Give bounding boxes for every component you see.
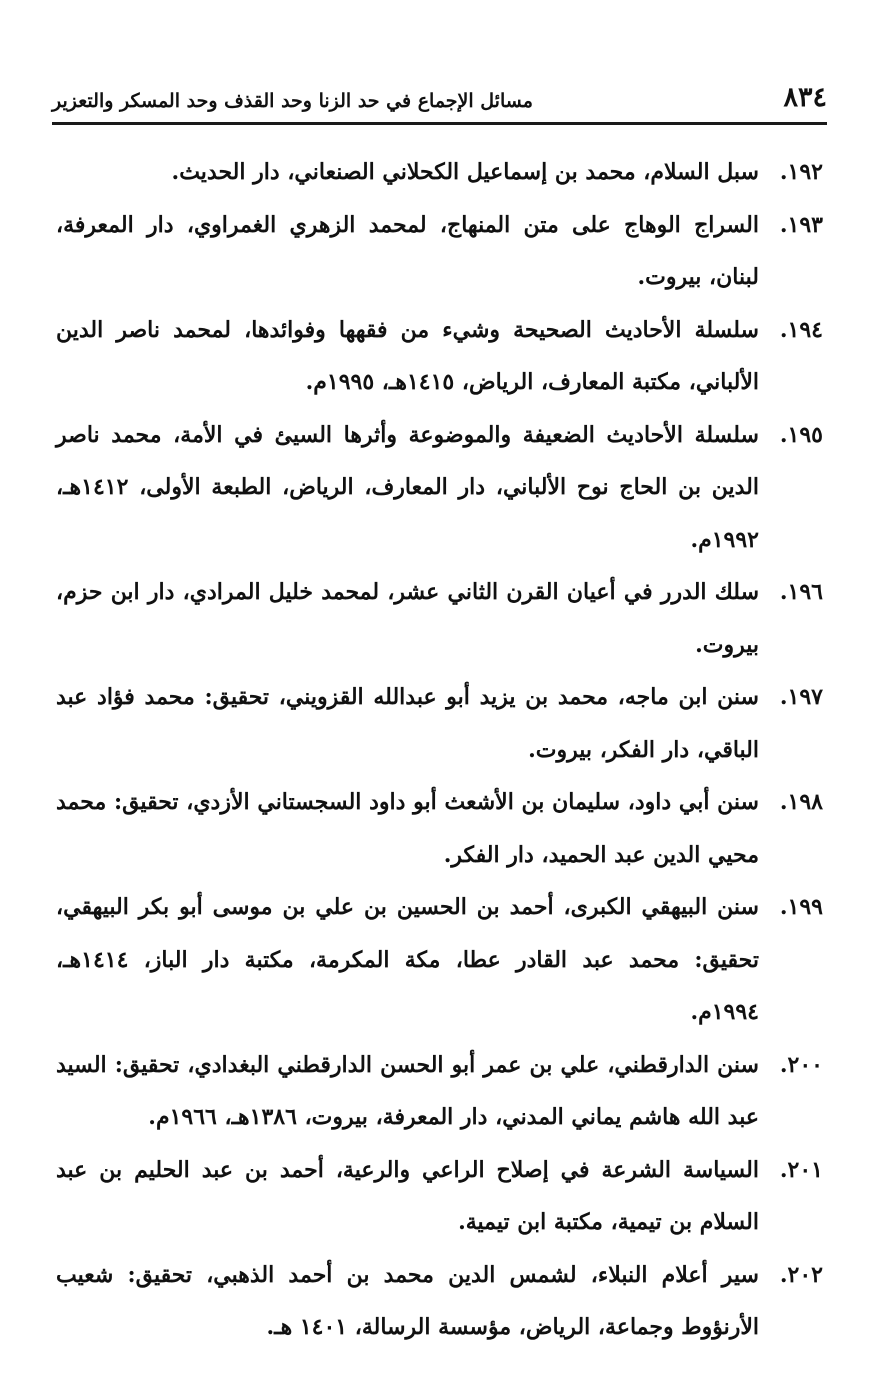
bibliography-entry bbox=[56, 304, 823, 409]
entry-number: ٢٠١. bbox=[779, 1156, 823, 1183]
running-title: مسائل الإجماع في حد الزنا وحد القذف وحد المسكر والتعزير bbox=[52, 90, 533, 112]
entry-text: السياسة الشرعة في إصلاح الراعي والرعية، أحمد بن عبد الحليم بن عبد السلام بن تيمية، مكتبة ابن تيمية. bbox=[56, 1156, 759, 1235]
bibliography-entry bbox=[56, 1039, 823, 1144]
bibliography-entry bbox=[56, 881, 823, 1039]
entry-text: سنن البيهقي الكبرى، أحمد بن الحسين بن علي بن موسى أبو بكر البيهقي، تحقيق: محمد عبد القادر عطا، مكة المكرمة، مكتبة دار الباز، ١٤١٤هـ، ١٩٩٤م. bbox=[56, 894, 759, 1025]
entry-number: ١٩٤. bbox=[779, 316, 823, 343]
entry-number: ١٩٢. bbox=[779, 159, 823, 185]
page-header bbox=[52, 78, 827, 124]
bibliography-entry bbox=[56, 1249, 823, 1354]
header-divider bbox=[52, 122, 827, 125]
bibliography-entry bbox=[56, 409, 823, 567]
entry-text: سنن ابن ماجه، محمد بن يزيد أبو عبدالله القزويني، تحقيق: محمد فؤاد عبد الباقي، دار الفكر، بيروت. bbox=[56, 684, 759, 763]
bibliography-entry bbox=[56, 146, 823, 199]
entry-text: السراج الوهاج على متن المنهاج، لمحمد الزهري الغمراوي، دار المعرفة، لبنان، بيروت. bbox=[56, 211, 759, 290]
entry-text: سير أعلام النبلاء، لشمس الدين محمد بن أحمد الذهبي، تحقيق: شعيب الأرنؤوط وجماعة، الرياض، مؤسسة الرسالة، ١٤٠١ هـ. bbox=[56, 1261, 759, 1340]
bibliography-entry bbox=[56, 199, 823, 304]
bibliography-entry bbox=[56, 776, 823, 881]
bibliography-entry bbox=[56, 1144, 823, 1249]
entry-number: ٢٠٠. bbox=[779, 1051, 823, 1078]
entry-text: سلسلة الأحاديث الصحيحة وشيء من فقهها وفوائدها، لمحمد ناصر الدين الألباني، مكتبة المعارف، الرياض، ١٤١٥هـ، ١٩٩٥م. bbox=[56, 316, 759, 395]
entry-text: سنن الدارقطني، علي بن عمر أبو الحسن الدارقطني البغدادي، تحقيق: السيد عبد الله هاشم يماني المدني، دار المعرفة، بيروت، ١٣٨٦هـ، ١٩٦٦م. bbox=[56, 1051, 759, 1130]
entry-text: سلسلة الأحاديث الضعيفة والموضوعة وأثرها السيئ في الأمة، محمد ناصر الدين بن الحاج نوح الألباني، دار المعارف، الرياض، الطبعة الأولى، ١٤١٢هـ، ١٩٩٢م. bbox=[56, 421, 759, 553]
bibliography-list bbox=[56, 146, 823, 1354]
entry-number: ١٩٩. bbox=[779, 894, 823, 920]
entry-text: سلك الدرر في أعيان القرن الثاني عشر، لمحمد خليل المرادي، دار ابن حزم، بيروت. bbox=[56, 579, 759, 658]
entry-text: سنن أبي داود، سليمان بن الأشعث أبو داود السجستاني الأزدي، تحقيق: محمد محيي الدين عبد الحميد، دار الفكر. bbox=[56, 789, 759, 868]
entry-number: ١٩٧. bbox=[779, 684, 823, 710]
entry-number: ١٩٣. bbox=[779, 211, 823, 238]
entry-text: سبل السلام، محمد بن إسماعيل الكحلاني الصنعاني، دار الحديث. bbox=[171, 159, 759, 185]
entry-number: ١٩٦. bbox=[779, 579, 823, 605]
entry-number: ١٩٥. bbox=[779, 421, 823, 448]
bibliography-entry bbox=[56, 671, 823, 776]
entry-number: ٢٠٢. bbox=[779, 1261, 823, 1288]
page-number: ٨٣٤ bbox=[783, 82, 827, 113]
bibliography-entry bbox=[56, 566, 823, 671]
entry-number: ١٩٨. bbox=[779, 789, 823, 815]
